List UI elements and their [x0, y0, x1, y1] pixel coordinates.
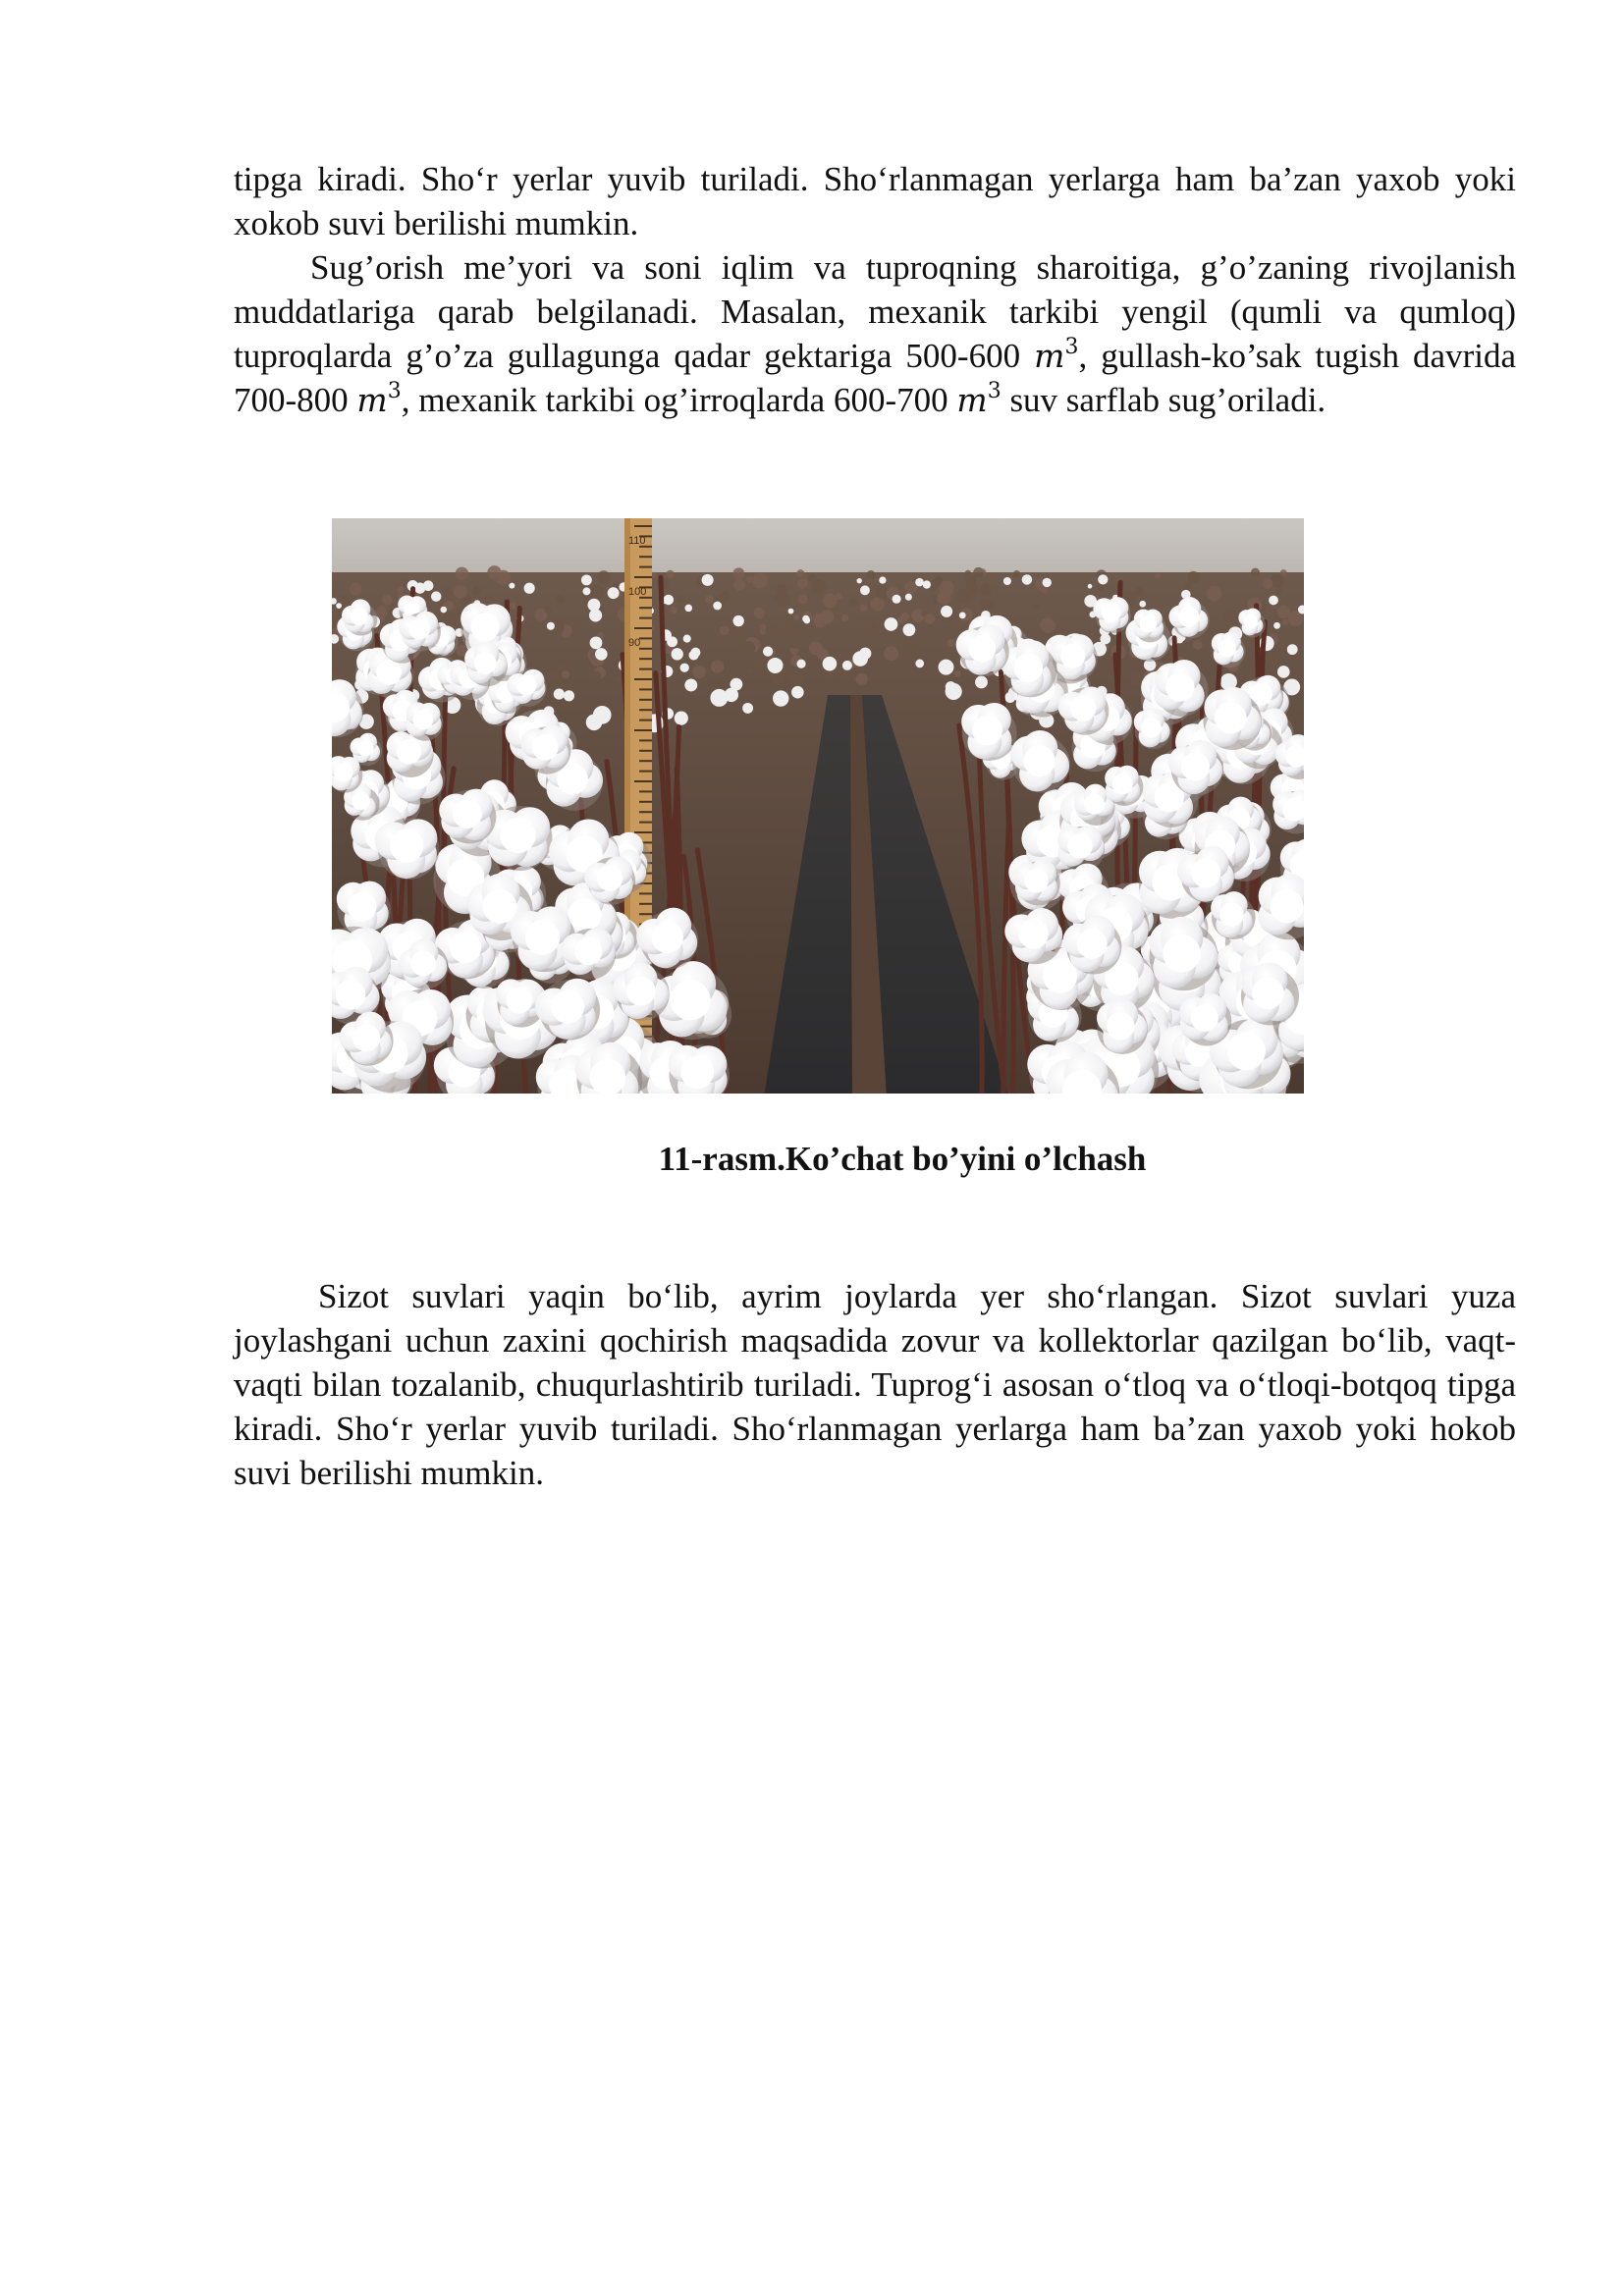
paragraph-3: [234, 1274, 1516, 1495]
paragraph-2-part1: Sug’orish me’yori va soni iqlim va tuproqning sharoitiga, g’o’zaning rivojlanish muddatlariga qarab belgilanadi. Masalan, mexanik tarkibi yengil (qumli va qumloq) tuproqlarda g’o’za gullagunga qadar gektariga 500-600: [234, 248, 1516, 375]
paragraph-2-part3: , mexanik tarkibi og’irroqlarda 600-700: [401, 381, 957, 419]
unit-cubic-meter: $m^3$: [1034, 335, 1079, 375]
paragraph-2-text: [234, 245, 1516, 422]
paragraph-1-text: tipga kiradi. Sho‘r yerlar yuvib turiladi. Sho‘rlanmagan yerlarga ham ba’zan yaxob yoki xokob suvi berilishi mumkin.: [234, 160, 1516, 242]
cotton-field-illustration: [332, 518, 1304, 1094]
paragraph-2-part4: suv sarflab sug’oriladi.: [1001, 381, 1326, 419]
cotton-field-photo: [332, 518, 1304, 1094]
unit-cubic-meter: $m^3$: [356, 379, 402, 419]
figure-caption-text: 11-rasm.Ko’chat bo’yini o’lchash: [658, 1140, 1147, 1178]
paragraph-2-part2: , gullash-ko’sak tugish davrida 700-800: [234, 337, 1516, 419]
svg-text:110: 110: [628, 535, 646, 547]
svg-text:100: 100: [628, 586, 647, 598]
paragraph-2: [234, 245, 1516, 422]
unit-cubic-meter: $m^3$: [956, 379, 1001, 419]
paragraph-1: [234, 157, 1516, 245]
paragraph-3-text: Sizot suvlari yaqin bo‘lib, ayrim joylarda yer sho‘rlangan. Sizot suvlari yuza joylashgani uchun zaxini qochirish maqsadida zovur va kollektorlar qazilgan bo‘lib, vaqt-vaqti bilan tozalanib, chuqurlashtirib turiladi. Tuprog‘i asosan o‘tloq va o‘tloqi-botqoq tipga kiradi. Sho‘r yerlar yuvib turiladi. Sho‘rlanmagan yerlarga ham ba’zan yaxob yoki hokob suvi berilishi mumkin.: [234, 1277, 1516, 1492]
figure-caption: [234, 1137, 1516, 1181]
svg-text:90: 90: [628, 637, 641, 649]
